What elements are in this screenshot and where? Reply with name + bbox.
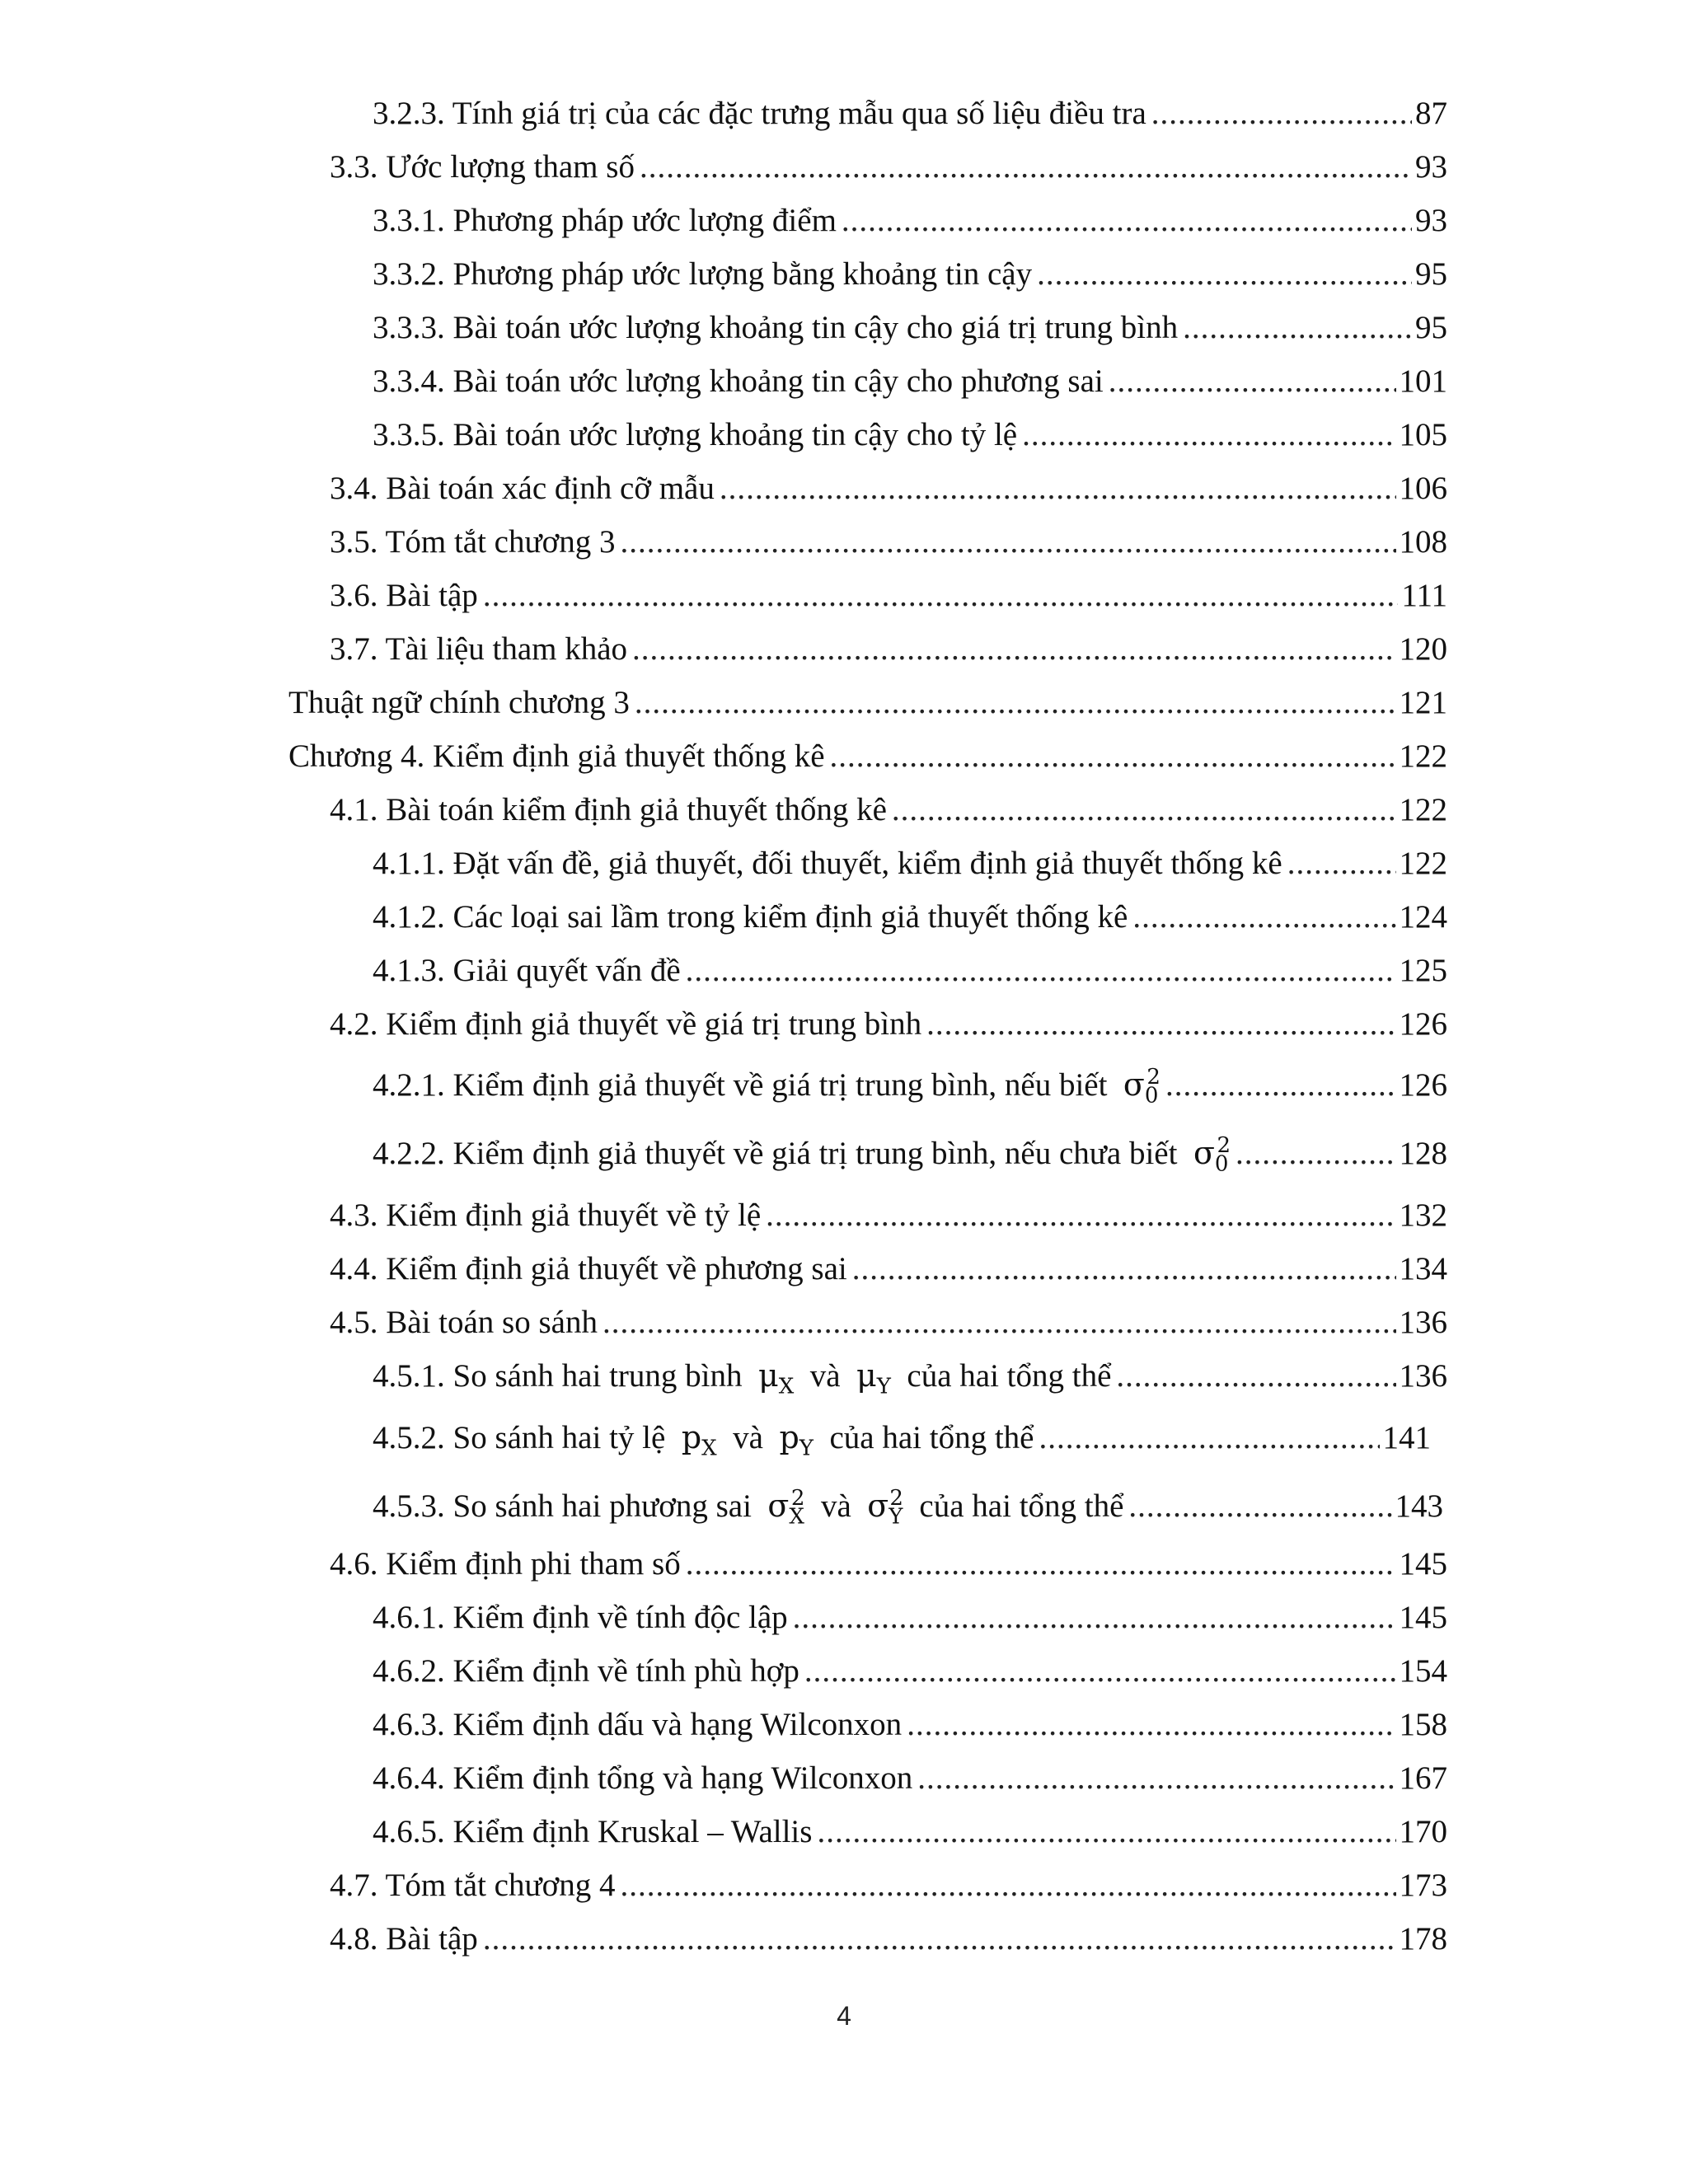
- toc-entry-label: 4.1.1. Đặt vấn đề, giả thuyết, đối thuyết, kiểm định giả thuyết thống kê: [373, 846, 1282, 881]
- toc-leader-dots: [1165, 1069, 1396, 1101]
- toc-entry[interactable]: [373, 954, 1447, 987]
- toc-leader-dots: [1109, 365, 1396, 397]
- toc-entry-page: 126: [1399, 1067, 1447, 1103]
- toc-leader-dots: [1039, 1422, 1379, 1454]
- toc-entry[interactable]: [373, 204, 1447, 237]
- toc-leader-dots: [1183, 312, 1412, 344]
- toc-entry-page: 178: [1399, 1921, 1447, 1957]
- toc-leader-dots: [793, 1601, 1396, 1633]
- toc-leader-dots: [621, 1869, 1396, 1901]
- toc-leader-dots: [603, 1306, 1396, 1338]
- toc-entry[interactable]: [330, 1253, 1447, 1285]
- toc-entry-label: 3.3.4. Bài toán ước lượng khoảng tin cậy cho phương sai: [373, 363, 1104, 399]
- toc-entry-label: 4.5.1. So sánh hai trung bình: [373, 1358, 743, 1394]
- toc-entry-label: 4.7. Tóm tắt chương 4: [330, 1868, 616, 1903]
- toc-entry-label: 3.5. Tóm tắt chương 3: [330, 524, 616, 560]
- toc-leader-dots: [907, 1708, 1395, 1741]
- math-subscript: 0: [1214, 1151, 1229, 1177]
- toc-entry-label: 4.2.1. Kiểm định giả thuyết về giá trị trung bình, nếu biết: [373, 1067, 1108, 1103]
- toc-leader-dots: [1287, 847, 1396, 879]
- math-base: μ: [856, 1357, 877, 1394]
- math-base: p: [681, 1419, 702, 1455]
- toc-entry-label: 4.3. Kiểm định giả thuyết về tỷ lệ: [330, 1197, 762, 1233]
- toc-leader-dots: [817, 1816, 1395, 1848]
- toc-leader-dots: [632, 633, 1395, 665]
- toc-entry-page: 173: [1399, 1868, 1447, 1903]
- toc-entry-page: 93: [1415, 203, 1447, 238]
- toc-leader-dots: [830, 740, 1396, 772]
- toc-entry-label: 4.6.1. Kiểm định về tính độc lập: [373, 1600, 788, 1635]
- toc-entry-page: 136: [1399, 1358, 1447, 1394]
- toc-entry[interactable]: [373, 1486, 1443, 1530]
- toc-entry-label: 4.5.3. So sánh hai phương sai: [373, 1488, 752, 1524]
- toc-entry-label: 4.5. Bài toán so sánh: [330, 1305, 598, 1340]
- toc-entry-page: 128: [1399, 1136, 1447, 1171]
- toc-leader-dots: [483, 579, 1399, 612]
- toc-entry[interactable]: [373, 1357, 1447, 1399]
- toc-leader-dots: [640, 151, 1412, 183]
- connector-text: và: [820, 1488, 851, 1524]
- toc-entry[interactable]: [373, 901, 1447, 933]
- toc-leader-dots: [892, 794, 1396, 826]
- math-subscript: Y: [876, 1374, 891, 1399]
- toc-entry-page: 87: [1415, 96, 1447, 131]
- toc-leader-dots: [852, 1253, 1396, 1285]
- toc-leader-dots: [1128, 1490, 1391, 1522]
- toc-leader-dots: [926, 1008, 1395, 1040]
- toc-entry[interactable]: [330, 151, 1447, 183]
- p-x-symbol: [681, 1419, 717, 1461]
- toc-entry-page: 145: [1399, 1546, 1447, 1582]
- toc-leader-dots: [621, 526, 1396, 558]
- toc-entry[interactable]: [373, 1419, 1431, 1461]
- toc-entry[interactable]: [373, 1133, 1447, 1177]
- toc-entry-label: 3.7. Tài liệu tham khảo: [330, 631, 628, 667]
- toc-entry[interactable]: [330, 526, 1447, 558]
- toc-entry-label: 4.4. Kiểm định giả thuyết về phương sai: [330, 1251, 847, 1286]
- toc-entry[interactable]: [330, 1869, 1447, 1901]
- toc-entry-page: 143: [1395, 1488, 1443, 1524]
- toc-entry-label: 3.3.2. Phương pháp ước lượng bằng khoảng tin cậy: [373, 256, 1033, 292]
- toc-entry[interactable]: [330, 1548, 1447, 1580]
- toc-leader-dots: [1116, 1360, 1395, 1392]
- toc-leader-dots: [686, 954, 1396, 987]
- toc-leader-dots: [1132, 901, 1395, 933]
- toc-entry-page: 95: [1415, 256, 1447, 292]
- toc-entry-label: 3.3.3. Bài toán ước lượng khoảng tin cậy cho giá trị trung bình: [373, 310, 1179, 345]
- toc-entry-page: 158: [1399, 1707, 1447, 1742]
- toc-leader-dots: [635, 687, 1396, 719]
- page-number: 4: [837, 2001, 851, 2031]
- toc-entry-label: Thuật ngữ chính chương 3: [288, 685, 630, 720]
- toc-entry-label: 3.3.5. Bài toán ước lượng khoảng tin cậy cho tỷ lệ: [373, 417, 1018, 452]
- toc-entry-label: 4.1.2. Các loại sai lầm trong kiểm định giả thuyết thống kê: [373, 899, 1128, 935]
- toc-entry-page: 122: [1399, 846, 1447, 881]
- mu-x-symbol: [757, 1357, 795, 1399]
- toc-leader-dots: [1022, 419, 1395, 451]
- toc-entry-page: 108: [1399, 524, 1447, 560]
- entry-tail-text: của hai tổng thể: [829, 1420, 1034, 1455]
- toc-entry-page: 141: [1382, 1420, 1431, 1455]
- math-subscript: X: [778, 1374, 795, 1399]
- toc-entry[interactable]: [288, 740, 1447, 772]
- toc-entry-page: 122: [1399, 792, 1447, 827]
- toc-entry-label: 4.6.4. Kiểm định tổng và hạng Wilconxon: [373, 1760, 913, 1796]
- toc-entry[interactable]: [330, 1923, 1447, 1955]
- math-superscript: 2: [1146, 1065, 1160, 1090]
- sigma-symbol: [1193, 1133, 1231, 1177]
- sigma-symbol: [1123, 1065, 1160, 1108]
- toc-entry-page: 170: [1399, 1814, 1447, 1849]
- toc-entry[interactable]: [373, 847, 1447, 879]
- toc-entry[interactable]: [330, 633, 1447, 665]
- toc-entry-label: 3.3. Ước lượng tham số: [330, 149, 635, 185]
- mu-y-symbol: [856, 1357, 891, 1399]
- math-base: σ: [1193, 1135, 1215, 1171]
- toc-leader-dots: [766, 1199, 1395, 1231]
- toc-entry-page: 134: [1399, 1251, 1447, 1286]
- entry-tail-text: của hai tổng thể: [907, 1358, 1112, 1394]
- toc-entry-page: 125: [1399, 953, 1447, 988]
- toc-leader-dots: [720, 472, 1396, 504]
- toc-entry[interactable]: [330, 1199, 1447, 1231]
- toc-entry-page: 111: [1401, 578, 1447, 613]
- math-base: σ: [867, 1488, 889, 1524]
- toc-entry-page: 95: [1415, 310, 1447, 345]
- toc-entry-page: 136: [1399, 1305, 1447, 1340]
- math-subscript: X: [789, 1504, 804, 1530]
- connector-text: và: [733, 1420, 763, 1455]
- toc-leader-dots: [917, 1762, 1395, 1794]
- math-base: σ: [1123, 1066, 1145, 1103]
- toc-entry-page: 101: [1399, 363, 1447, 399]
- toc-leader-dots: [842, 204, 1412, 237]
- toc-entry[interactable]: [373, 1601, 1447, 1633]
- toc-entry-page: 124: [1399, 899, 1447, 935]
- toc-leader-dots: [804, 1655, 1396, 1687]
- sigma-y-symbol: [867, 1486, 903, 1530]
- math-subscript: Y: [889, 1504, 903, 1530]
- math-subscript: Y: [799, 1436, 814, 1461]
- toc-entry-label: 4.8. Bài tập: [330, 1921, 478, 1957]
- toc-entry[interactable]: [373, 97, 1447, 129]
- toc-leader-dots: [1037, 258, 1412, 290]
- toc-leader-dots: [1236, 1137, 1396, 1169]
- toc-leader-dots: [1151, 97, 1412, 129]
- math-superscript: 2: [790, 1486, 805, 1511]
- toc-leader-dots: [483, 1923, 1396, 1955]
- math-subscript: X: [701, 1436, 717, 1461]
- toc-entry-page: 120: [1399, 631, 1447, 667]
- toc-entry[interactable]: [373, 1816, 1447, 1848]
- toc-entry[interactable]: [373, 1655, 1447, 1687]
- toc-entry-label: 4.6. Kiểm định phi tham số: [330, 1546, 681, 1582]
- toc-entry-page: 145: [1399, 1600, 1447, 1635]
- toc-entry-label: 4.2. Kiểm định giả thuyết về giá trị trung bình: [330, 1006, 922, 1042]
- toc-entry[interactable]: [330, 1306, 1447, 1338]
- toc-entry-label: 3.2.3. Tính giá trị của các đặc trưng mẫu qua số liệu điều tra: [373, 96, 1146, 131]
- toc-entry-label: Chương 4. Kiểm định giả thuyết thống kê: [288, 738, 825, 774]
- toc-leader-dots: [686, 1548, 1396, 1580]
- math-superscript: 2: [1217, 1133, 1231, 1159]
- toc-entry-page: 93: [1415, 149, 1447, 185]
- toc-entry-label: 3.6. Bài tập: [330, 578, 478, 613]
- toc-entry[interactable]: [330, 1008, 1447, 1040]
- math-subscript: 0: [1144, 1083, 1159, 1108]
- toc-entry[interactable]: [373, 419, 1447, 451]
- sigma-x-symbol: [767, 1486, 805, 1530]
- toc-entry[interactable]: [373, 1065, 1447, 1108]
- toc-entry[interactable]: [373, 312, 1447, 344]
- toc-entry-label: 4.6.5. Kiểm định Kruskal – Wallis: [373, 1814, 813, 1849]
- connector-text: và: [809, 1358, 841, 1394]
- toc-entry-label: 4.6.3. Kiểm định dấu và hạng Wilconxon: [373, 1707, 903, 1742]
- toc-entry-page: 132: [1399, 1197, 1447, 1233]
- toc-entry[interactable]: [373, 1708, 1447, 1741]
- toc-entry[interactable]: [330, 794, 1447, 826]
- toc-entry-label: 4.5.2. So sánh hai tỷ lệ: [373, 1420, 666, 1455]
- math-base: σ: [767, 1488, 790, 1524]
- toc-entry[interactable]: [373, 365, 1447, 397]
- toc-entry[interactable]: [373, 1762, 1447, 1794]
- toc-entry-label: 4.6.2. Kiểm định về tính phù hợp: [373, 1653, 799, 1689]
- toc-entry-label: 3.3.1. Phương pháp ước lượng điểm: [373, 203, 837, 238]
- toc-entry-page: 105: [1399, 417, 1447, 452]
- toc-entry-page: 167: [1399, 1760, 1447, 1796]
- toc-entry-label: 4.2.2. Kiểm định giả thuyết về giá trị trung bình, nếu chưa biết: [373, 1136, 1178, 1171]
- toc-entry[interactable]: [330, 472, 1447, 504]
- p-y-symbol: [779, 1419, 814, 1461]
- toc-entry-label: 3.4. Bài toán xác định cỡ mẫu: [330, 471, 715, 506]
- math-superscript: 2: [889, 1486, 903, 1511]
- toc-entry-page: 154: [1399, 1653, 1447, 1689]
- entry-tail-text: của hai tổng thể: [919, 1488, 1124, 1524]
- math-base: p: [779, 1419, 799, 1455]
- toc-entry-label: 4.1.3. Giải quyết vấn đề: [373, 953, 681, 988]
- toc-entry[interactable]: [373, 258, 1447, 290]
- toc-entry-page: 122: [1399, 738, 1447, 774]
- toc-entry[interactable]: [330, 579, 1447, 612]
- toc-entry-page: 106: [1399, 471, 1447, 506]
- toc-entry-label: 4.1. Bài toán kiểm định giả thuyết thống kê: [330, 792, 887, 827]
- toc-entry-page: 126: [1399, 1006, 1447, 1042]
- toc-entry[interactable]: [288, 687, 1447, 719]
- toc-entry-page: 121: [1399, 685, 1447, 720]
- math-base: μ: [757, 1357, 779, 1394]
